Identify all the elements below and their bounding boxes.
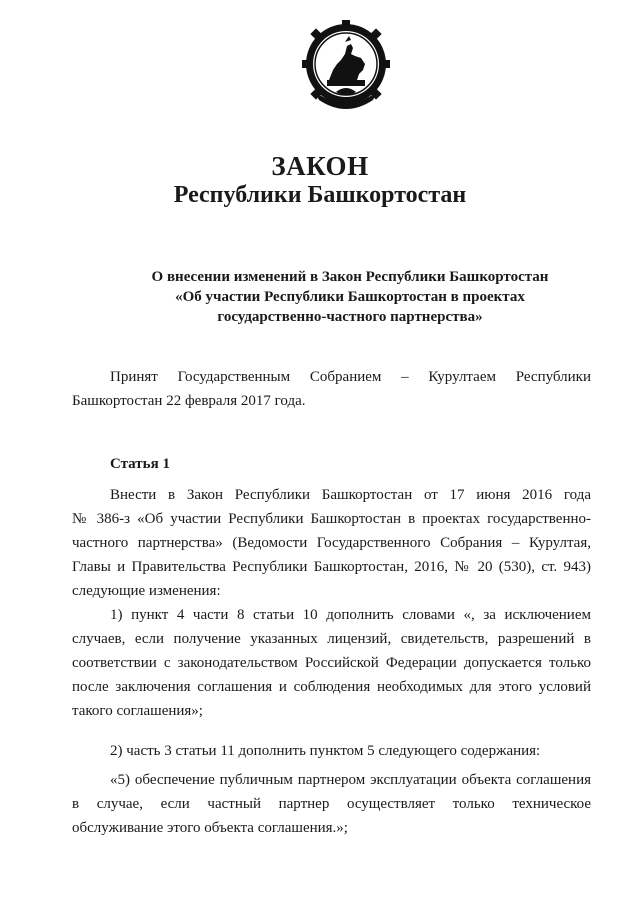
paragraph-line: Главы и Правительства Республики Башкортостан, 2016, № 20 (530), ст. 943): [72, 559, 591, 575]
paragraph-line: Внести в Закон Республики Башкортостан от 17 июня 2016 года: [110, 487, 591, 503]
paragraph-line: такого соглашения»;: [72, 703, 203, 719]
paragraph-line: Башкортостан 22 февраля 2017 года.: [72, 393, 306, 409]
paragraph-line: в случае, если частный партнер осуществляет только техническое: [72, 796, 591, 812]
amendment-item-1: [72, 603, 591, 723]
paragraph-line: частного партнерства» (Ведомости Государственного Собрания – Курултая,: [72, 535, 591, 551]
paragraph-line: «5) обеспечение публичным партнером эксплуатации объекта соглашения: [110, 772, 591, 788]
paragraph-line: случаев, если получение указанных лицензий, свидетельств, разрешений в: [72, 631, 591, 647]
paragraph-line: № 386-з «Об участии Республики Башкортостан в проектах государственно-: [72, 511, 591, 527]
paragraph-line: соответствии с законодательством Российской Федерации допускается только: [72, 655, 591, 671]
paragraph-line: после заключения соглашения и соблюдения необходимых для этого условий: [72, 679, 591, 695]
paragraph-line: 2) часть 3 статьи 11 дополнить пунктом 5 следующего содержания:: [110, 743, 541, 759]
subject-line: государственно-частного партнерства»: [217, 309, 483, 325]
bashkortostan-emblem-icon: [301, 18, 391, 114]
acceptance-paragraph: [72, 365, 591, 413]
paragraph-line: обслуживание этого объекта соглашения.»;: [72, 820, 348, 836]
paragraph-line: Принят Государственным Собранием – Курултаем Республики: [110, 369, 591, 385]
paragraph-line: 1) пункт 4 части 8 статьи 10 дополнить словами «, за исключением: [110, 607, 591, 623]
document-subject: [60, 267, 640, 327]
article-heading: Статья 1: [110, 456, 170, 472]
document-heading: ЗАКОН: [271, 151, 369, 181]
subject-line: «Об участии Республики Башкортостан в проектах: [175, 289, 525, 305]
amendment-item-2: [72, 739, 591, 763]
subject-line: О внесении изменений в Закон Республики Башкортостан: [151, 269, 549, 285]
document-subheading: Республики Башкортостан: [173, 182, 467, 208]
paragraph-line: следующие изменения:: [72, 583, 221, 599]
amendment-item-3: [72, 768, 591, 840]
article-body-paragraph: [72, 483, 591, 603]
